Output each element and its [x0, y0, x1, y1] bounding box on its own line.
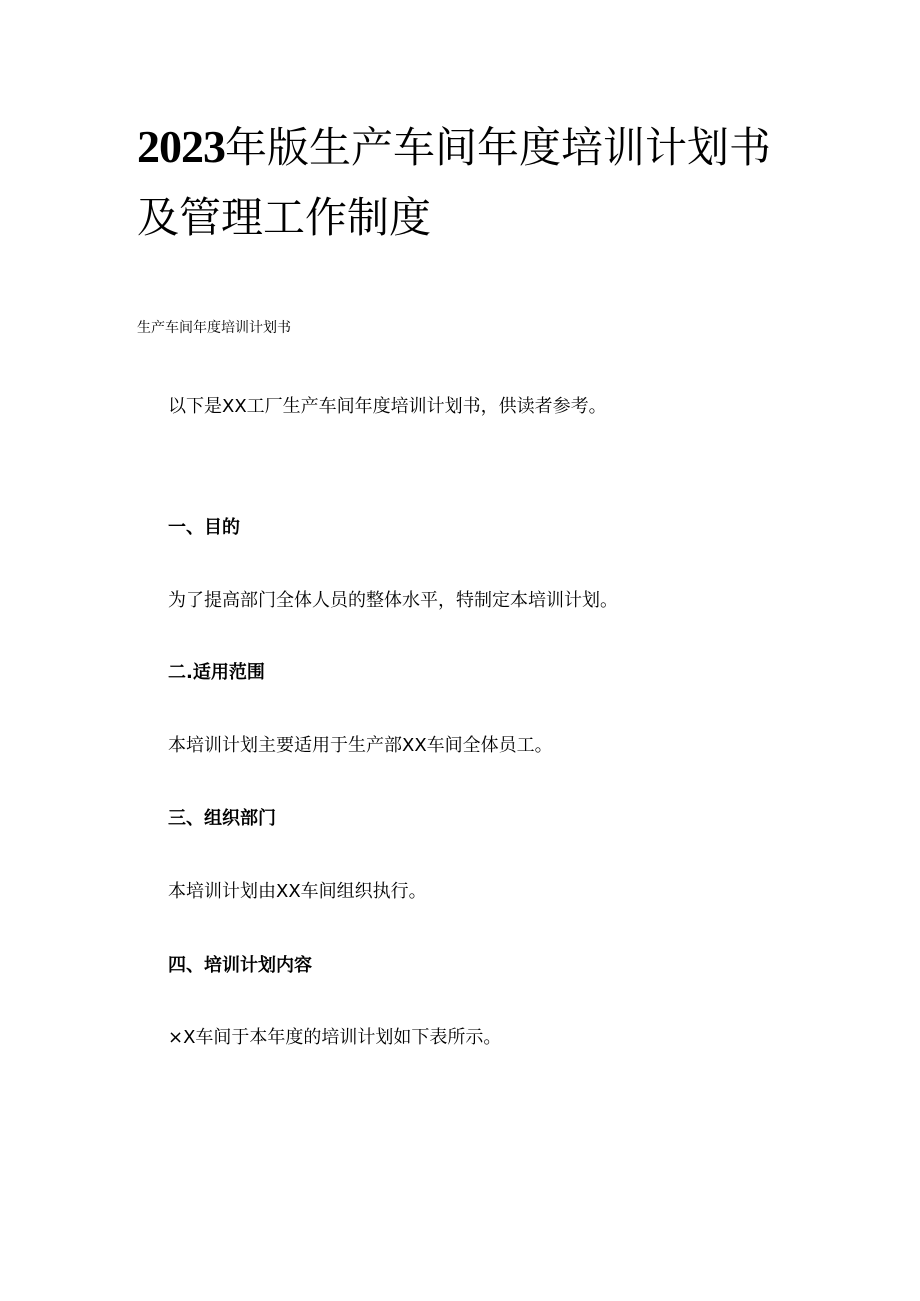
- section-heading-plan-content: 四、培训计划内容: [168, 955, 312, 976]
- section-body-organizer: 本培训计划由XX车间组织执行。: [168, 881, 427, 902]
- title-line-1-text: 年版生产车间年度培训计划书: [225, 123, 772, 172]
- title-year: 2023: [137, 121, 225, 172]
- document-subtitle: 生产车间年度培训计划书: [137, 320, 291, 336]
- section-body-plan-content: ×X车间于本年度的培训计划如下表所示。: [168, 1027, 502, 1048]
- section-heading-scope: 二.适用范围: [168, 662, 265, 683]
- title-line-2: 及管理工作制度: [137, 193, 432, 242]
- title-line-1: [137, 112, 857, 183]
- section-heading-purpose: 一、目的: [168, 517, 240, 538]
- intro-paragraph: 以下是XX工厂生产车间年度培训计划书，供读者参考。: [168, 396, 607, 417]
- section-body-scope: 本培训计划主要适用于生产部XX车间全体员工。: [168, 735, 553, 756]
- section-body-purpose: 为了提高部门全体人员的整体水平，特制定本培训计划。: [168, 590, 618, 611]
- section-heading-organizer: 三、组织部门: [168, 808, 276, 829]
- document-title: [137, 112, 857, 253]
